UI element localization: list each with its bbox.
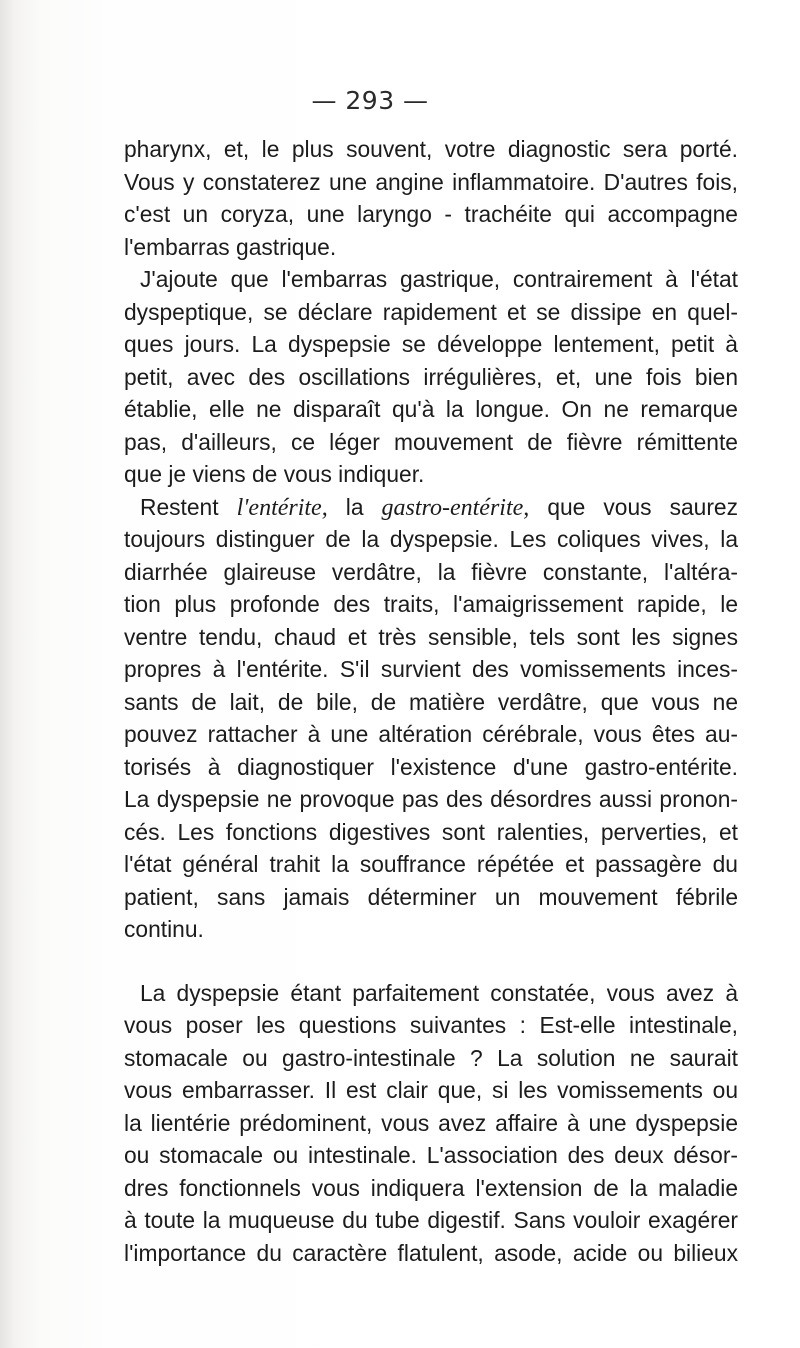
text-line: dyspeptique, se déclare rapidement et se dissipe en quel- bbox=[124, 298, 738, 325]
text-line: torisés à diagnostiquer l'existence d'une gastro-entérite. bbox=[124, 753, 738, 780]
text-line: petit, avec des oscillations irrégulières, et, une fois bien bbox=[124, 363, 738, 390]
text-line: sants de lait, de bile, de matière verdâtre, que vous ne bbox=[124, 688, 738, 715]
text-line: l'importance du caractère flatulent, asode, acide ou bilieux bbox=[124, 1239, 738, 1266]
text-line: La dyspepsie ne provoque pas des désordres aussi pronon- bbox=[124, 786, 738, 812]
text-line: la lientérie prédominent, vous avez affaire à une dyspepsie bbox=[124, 1109, 738, 1136]
text-line: Vous y constaterez une angine inflammatoire. D'autres fois, bbox=[124, 168, 738, 195]
text-line: tion plus profonde des traits, l'amaigrissement rapide, le bbox=[124, 591, 738, 617]
text-line: patient, sans jamais déterminer un mouvement fébrile bbox=[124, 883, 738, 910]
text-line: à toute la muqueuse du tube digestif. Sans vouloir exagérer bbox=[124, 1207, 738, 1233]
paragraph-gap bbox=[124, 946, 738, 977]
text-line: toujours distinguer de la dyspepsie. Les coliques vives, la bbox=[124, 526, 738, 552]
text-line-with-italics bbox=[124, 491, 738, 524]
text-line: l'embarras gastrique. bbox=[124, 233, 337, 260]
text-line: La dyspepsie étant parfaitement constatée, vous avez à bbox=[140, 979, 738, 1006]
text-run: que vous saurez bbox=[529, 493, 738, 520]
text-line: ou stomacale ou intestinale. L'association des deux désor- bbox=[124, 1142, 738, 1168]
text-line: propres à l'entérite. S'il survient des vomissements inces- bbox=[124, 656, 738, 682]
body-text bbox=[124, 133, 738, 1269]
italic-term: gastro-entérite, bbox=[381, 494, 530, 521]
text-line: ques jours. La dyspepsie se développe lentement, petit à bbox=[124, 331, 738, 357]
text-line: vous embarrasser. Il est clair que, si les vomissements ou bbox=[124, 1077, 738, 1103]
text-line: cés. Les fonctions digestives sont ralenties, perverties, et bbox=[124, 818, 738, 845]
text-line: continu. bbox=[124, 916, 204, 942]
text-line: pas, d'ailleurs, ce léger mouvement de fièvre rémittente bbox=[124, 428, 738, 455]
text-line: diarrhée glaireuse verdâtre, la fièvre constante, l'altéra- bbox=[124, 558, 738, 585]
text-line: pharynx, et, le plus souvent, votre diagnostic sera porté. bbox=[124, 136, 738, 162]
text-line: dres fonctionnels vous indiquera l'extension de la maladie bbox=[124, 1174, 738, 1201]
page-number: — 293 — bbox=[311, 86, 429, 115]
text-line: pouvez rattacher à une altération cérébrale, vous êtes au- bbox=[124, 721, 738, 747]
text-line: ventre tendu, chaud et très sensible, tels sont les signes bbox=[124, 623, 738, 650]
italic-term: l'entérite, bbox=[236, 494, 328, 521]
text-line: que je viens de vous indiquer. bbox=[124, 461, 425, 487]
text-run: Restent bbox=[140, 493, 237, 520]
text-line: stomacale ou gastro-intestinale ? La solution ne saurait bbox=[124, 1044, 738, 1071]
text-line: l'état général trahit la souffrance répétée et passagère du bbox=[124, 851, 738, 877]
text-line: vous poser les questions suivantes : Est-elle intestinale, bbox=[124, 1012, 738, 1038]
text-line: c'est un coryza, une laryngo - trachéite qui accompagne bbox=[124, 201, 738, 227]
text-line: établie, elle ne disparaît qu'à la longue. On ne remarque bbox=[124, 396, 738, 422]
text-run: la bbox=[327, 493, 382, 520]
text-line: J'ajoute que l'embarras gastrique, contrairement à l'état bbox=[140, 266, 738, 292]
